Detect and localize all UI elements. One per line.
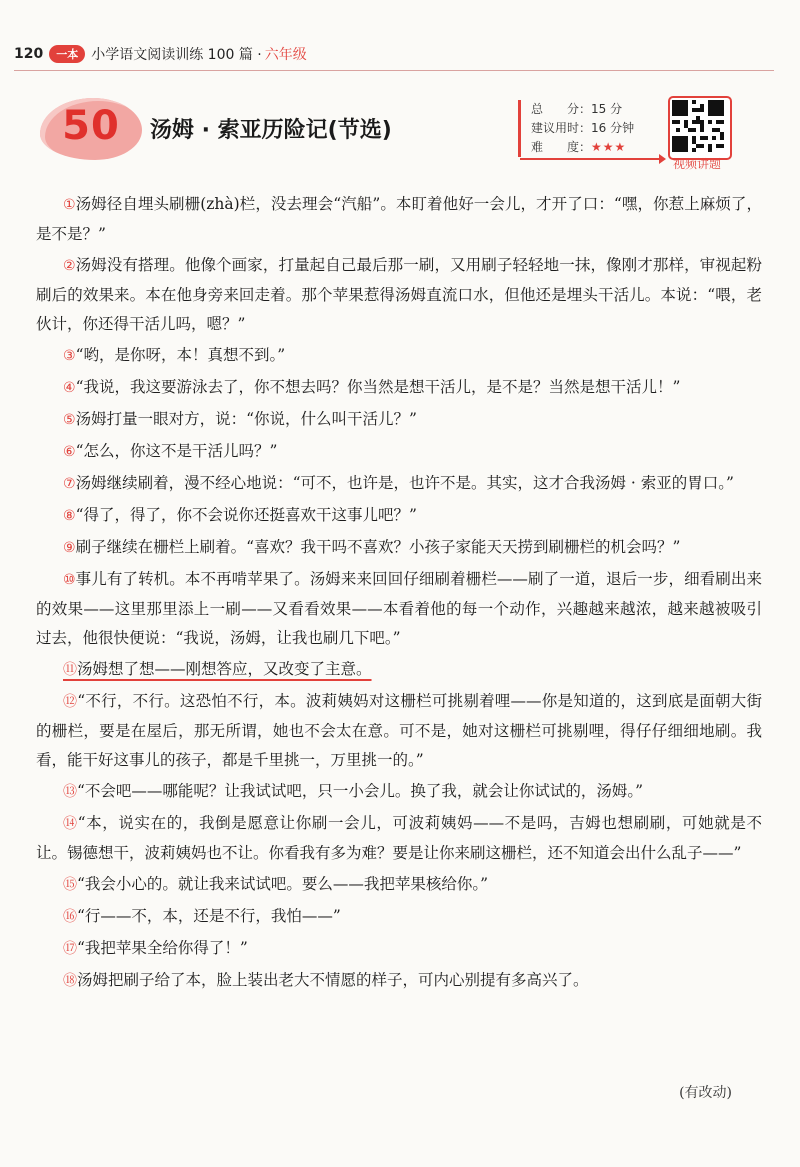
paragraph-number: ⑪ <box>63 662 77 678</box>
paragraph-number: ④ <box>63 380 76 396</box>
paragraph-number: ③ <box>63 348 76 364</box>
paragraph-number: ① <box>63 197 76 213</box>
paragraph-text: 汤姆打量一眼对方，说：“你说，什么叫干活儿？” <box>75 410 417 428</box>
info-arrow-decoration <box>520 158 660 160</box>
paragraph-text: 汤姆想了想——刚想答应，又改变了主意。 <box>77 660 372 678</box>
paragraph-16 <box>36 902 762 932</box>
paragraph-15 <box>36 870 762 900</box>
paragraph-text: “怎么，你这不是干活儿吗？” <box>75 442 278 460</box>
paragraph-number: ⑤ <box>63 412 76 428</box>
paragraph-text: “得了，得了，你不会说你还挺喜欢干这事儿吧？” <box>75 506 417 524</box>
page-number: 120 <box>14 46 44 62</box>
adaptation-note: (有改动) <box>679 1085 732 1101</box>
paragraph-text: “不行，不行。这恐怕不行，本。波莉姨妈对这栅栏可挑剔着哩——你是知道的，这到底是面朝大街的栅栏，要是在屋后，那无所谓，她也不会太在意。可不是，她对这栅栏可挑剔哩，得仔仔细细地刷。我看，能干好这事儿的孩子，都是千里挑一，万里挑一的。” <box>36 692 762 769</box>
paragraph-number: ⑥ <box>63 444 76 460</box>
paragraph-text: “行——不，本，还是不行，我怕——” <box>77 907 341 925</box>
paragraph-13 <box>36 777 762 807</box>
paragraph-text: “不会吧——哪能呢？让我试试吧，只一小会儿。换了我，就会让你试试的，汤姆。” <box>77 782 644 800</box>
lesson-number: 50 <box>62 103 120 149</box>
paragraph-text: 汤姆把刷子给了本，脸上装出老大不情愿的样子，可内心别提有多高兴了。 <box>77 971 589 989</box>
paragraph-10 <box>36 565 762 653</box>
series-title: 小学语文阅读训练 100 篇 · <box>91 47 262 63</box>
difficulty-stars: ★★★ <box>591 140 627 154</box>
paragraph-11 <box>36 655 762 685</box>
paragraph-number: ⑭ <box>63 816 78 832</box>
grade-label: 六年级 <box>264 47 307 63</box>
difficulty-row <box>531 138 671 157</box>
paragraph-3 <box>36 341 762 371</box>
qr-code-icon[interactable] <box>668 96 732 160</box>
paragraph-12 <box>36 687 762 775</box>
score-value: 15 分 <box>591 102 623 116</box>
paragraph-number: ② <box>63 258 76 274</box>
paragraph-text: 汤姆继续刷着，漫不经心地说：“可不，也许是，也许不是。其实，这才合我汤姆 · 索亚的胃口。” <box>75 474 734 492</box>
paragraph-number: ⑱ <box>63 973 77 989</box>
paragraph-17 <box>36 934 762 964</box>
paragraph-text: 汤姆径自埋头刷栅(zhà)栏，没去理会“汽船”。本盯着他好一会儿，才开了口：“嘿，你惹上麻烦了，是不是？” <box>36 195 762 243</box>
paragraph-number: ⑧ <box>63 508 76 524</box>
time-row <box>531 119 671 138</box>
paragraph-8 <box>36 501 762 531</box>
score-label: 总 分： <box>531 102 592 116</box>
paragraph-number: ⑬ <box>63 784 77 800</box>
time-label: 建议用时： <box>531 121 592 135</box>
paragraph-number: ⑨ <box>63 540 76 556</box>
paragraph-6 <box>36 437 762 467</box>
paragraph-text: 刷子继续在栅栏上刷着。“喜欢？我干吗不喜欢？小孩子家能天天捞到刷栅栏的机会吗？” <box>75 538 681 556</box>
paragraph-number: ⑩ <box>63 572 76 588</box>
paragraph-text: “我会小心的。就让我来试试吧。要么——我把苹果核给你。” <box>77 875 489 893</box>
difficulty-label: 难 度： <box>531 140 592 154</box>
score-row <box>531 100 671 119</box>
paragraph-number: ⑦ <box>63 476 76 492</box>
qr-video-label[interactable]: 视频讲题 <box>672 157 721 171</box>
paragraph-number: ⑮ <box>63 877 77 893</box>
lesson-title: 汤姆 · 索亚历险记(节选) <box>150 118 392 143</box>
paragraph-7 <box>36 469 762 499</box>
header-divider <box>14 70 774 71</box>
underlined-sentence <box>63 660 372 678</box>
paragraph-text: “哟，是你呀，本！真想不到。” <box>75 346 286 364</box>
paragraph-text: “本，说实在的，我倒是愿意让你刷一会儿，可波莉姨妈——不是吗，吉姆也想刷刷，可她就是不让。锡德想干，波莉姨妈也不让。你看我有多为难？要是让你来刷这栅栏，还不知道会出什么乱子——” <box>36 814 762 862</box>
lesson-number-badge <box>40 98 142 160</box>
time-value: 16 分钟 <box>591 121 635 135</box>
paragraph-14 <box>36 809 762 868</box>
paragraph-2 <box>36 251 762 339</box>
paragraph-1 <box>36 190 762 249</box>
paragraph-number: ⑫ <box>63 694 78 710</box>
info-box <box>518 100 671 157</box>
paragraph-9 <box>36 533 762 563</box>
paragraph-4 <box>36 373 762 403</box>
paragraph-text: 汤姆没有搭理。他像个画家，打量起自己最后那一刷，又用刷子轻轻地一抹，像刚才那样，审视起粉刷后的效果来。本在他身旁来回走着。那个苹果惹得汤姆直流口水，但他还是埋头干活儿。本说：“喂，老伙计，你还得干活儿吗，嗯？” <box>36 256 762 333</box>
page-header <box>14 42 307 66</box>
paragraph-5 <box>36 405 762 435</box>
paragraph-text: 事儿有了转机。本不再啃苹果了。汤姆来来回回仔细刷着栅栏——刷了一道，退后一步，细看刷出来的效果——这里那里添上一刷——又看看效果——本看着他的每一个动作，兴趣越来越浓，越来越被吸引过去，他很快便说：“我说，汤姆，让我也刷几下吧。” <box>36 570 762 647</box>
article-body <box>36 190 762 998</box>
paragraph-number: ⑯ <box>63 909 77 925</box>
series-logo: 一本 <box>49 45 85 63</box>
paragraph-text: “我说，我这要游泳去了，你不想去吗？你当然是想干活儿，是不是？当然是想干活儿！” <box>75 378 681 396</box>
paragraph-number: ⑰ <box>63 941 77 957</box>
paragraph-text: “我把苹果全给你得了！” <box>77 939 248 957</box>
paragraph-18 <box>36 966 762 996</box>
